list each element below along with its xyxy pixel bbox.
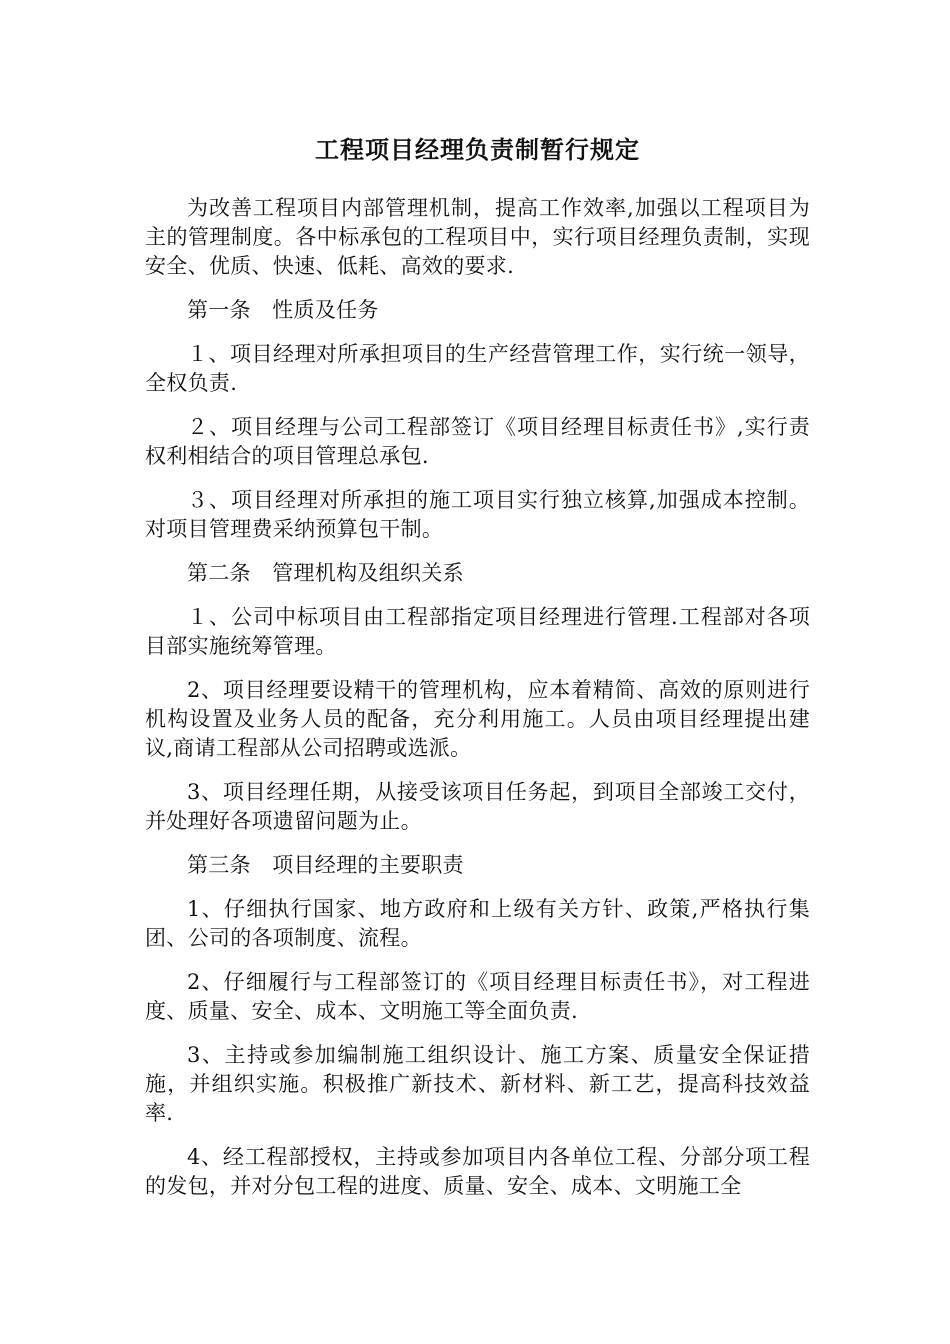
section-1-heading: 第一条 性质及任务 bbox=[187, 298, 379, 322]
section-1-item-3: ３、项目经理对所承担的施工项目实行独立核算,加强成本控制。对项目管理费采纳预算包干制。 bbox=[145, 488, 810, 541]
section-3-heading: 第三条 项目经理的主要职责 bbox=[187, 853, 464, 877]
section-3-item-1: 1、仔细执行国家、地方政府和上级有关方针、政策,严格执行集团、公司的各项制度、流程。 bbox=[145, 897, 810, 950]
section-2-item-1: １、公司中标项目由工程部指定项目经理进行管理.工程部对各项目部实施统筹管理。 bbox=[145, 605, 810, 658]
section-2-item-3: 3、项目经理任期，从接受该项目任务起，到项目全部竣工交付，并处理好各项遗留问题为止。 bbox=[145, 780, 810, 833]
intro-paragraph: 为改善工程项目内部管理机制，提高工作效率,加强以工程项目为主的管理制度。各中标承包的工程项目中，实行项目经理负责制，实现安全、优质、快速、低耗、高效的要求. bbox=[145, 196, 810, 278]
document-title: 工程项目经理负责制暂行规定 bbox=[315, 135, 640, 164]
section-2-heading: 第二条 管理机构及组织关系 bbox=[187, 561, 464, 585]
section-3-item-4: 4、经工程部授权，主持或参加项目内各单位工程、分部分项工程的发包，并对分包工程的进度、质量、安全、成本、文明施工全 bbox=[145, 1145, 810, 1198]
section-3-item-2: 2、仔细履行与工程部签订的《项目经理目标责任书》，对工程进度、质量、安全、成本、文明施工等全面负责. bbox=[145, 970, 810, 1023]
section-2-item-2: 2、项目经理要设精干的管理机构，应本着精简、高效的原则进行机构设置及业务人员的配备，充分利用施工。人员由项目经理提出建议,商请工程部从公司招聘或选派。 bbox=[145, 678, 810, 760]
section-3-item-3: 3、主持或参加编制施工组织设计、施工方案、质量安全保证措施，并组织实施。积极推广新技术、新材料、新工艺，提高科技效益率. bbox=[145, 1043, 810, 1125]
section-1-item-2: ２、项目经理与公司工程部签订《项目经理目标责任书》,实行责权利相结合的项目管理总承包. bbox=[145, 415, 810, 468]
section-1-item-1: １、项目经理对所承担项目的生产经营管理工作，实行统一领导，全权负责. bbox=[145, 342, 810, 395]
